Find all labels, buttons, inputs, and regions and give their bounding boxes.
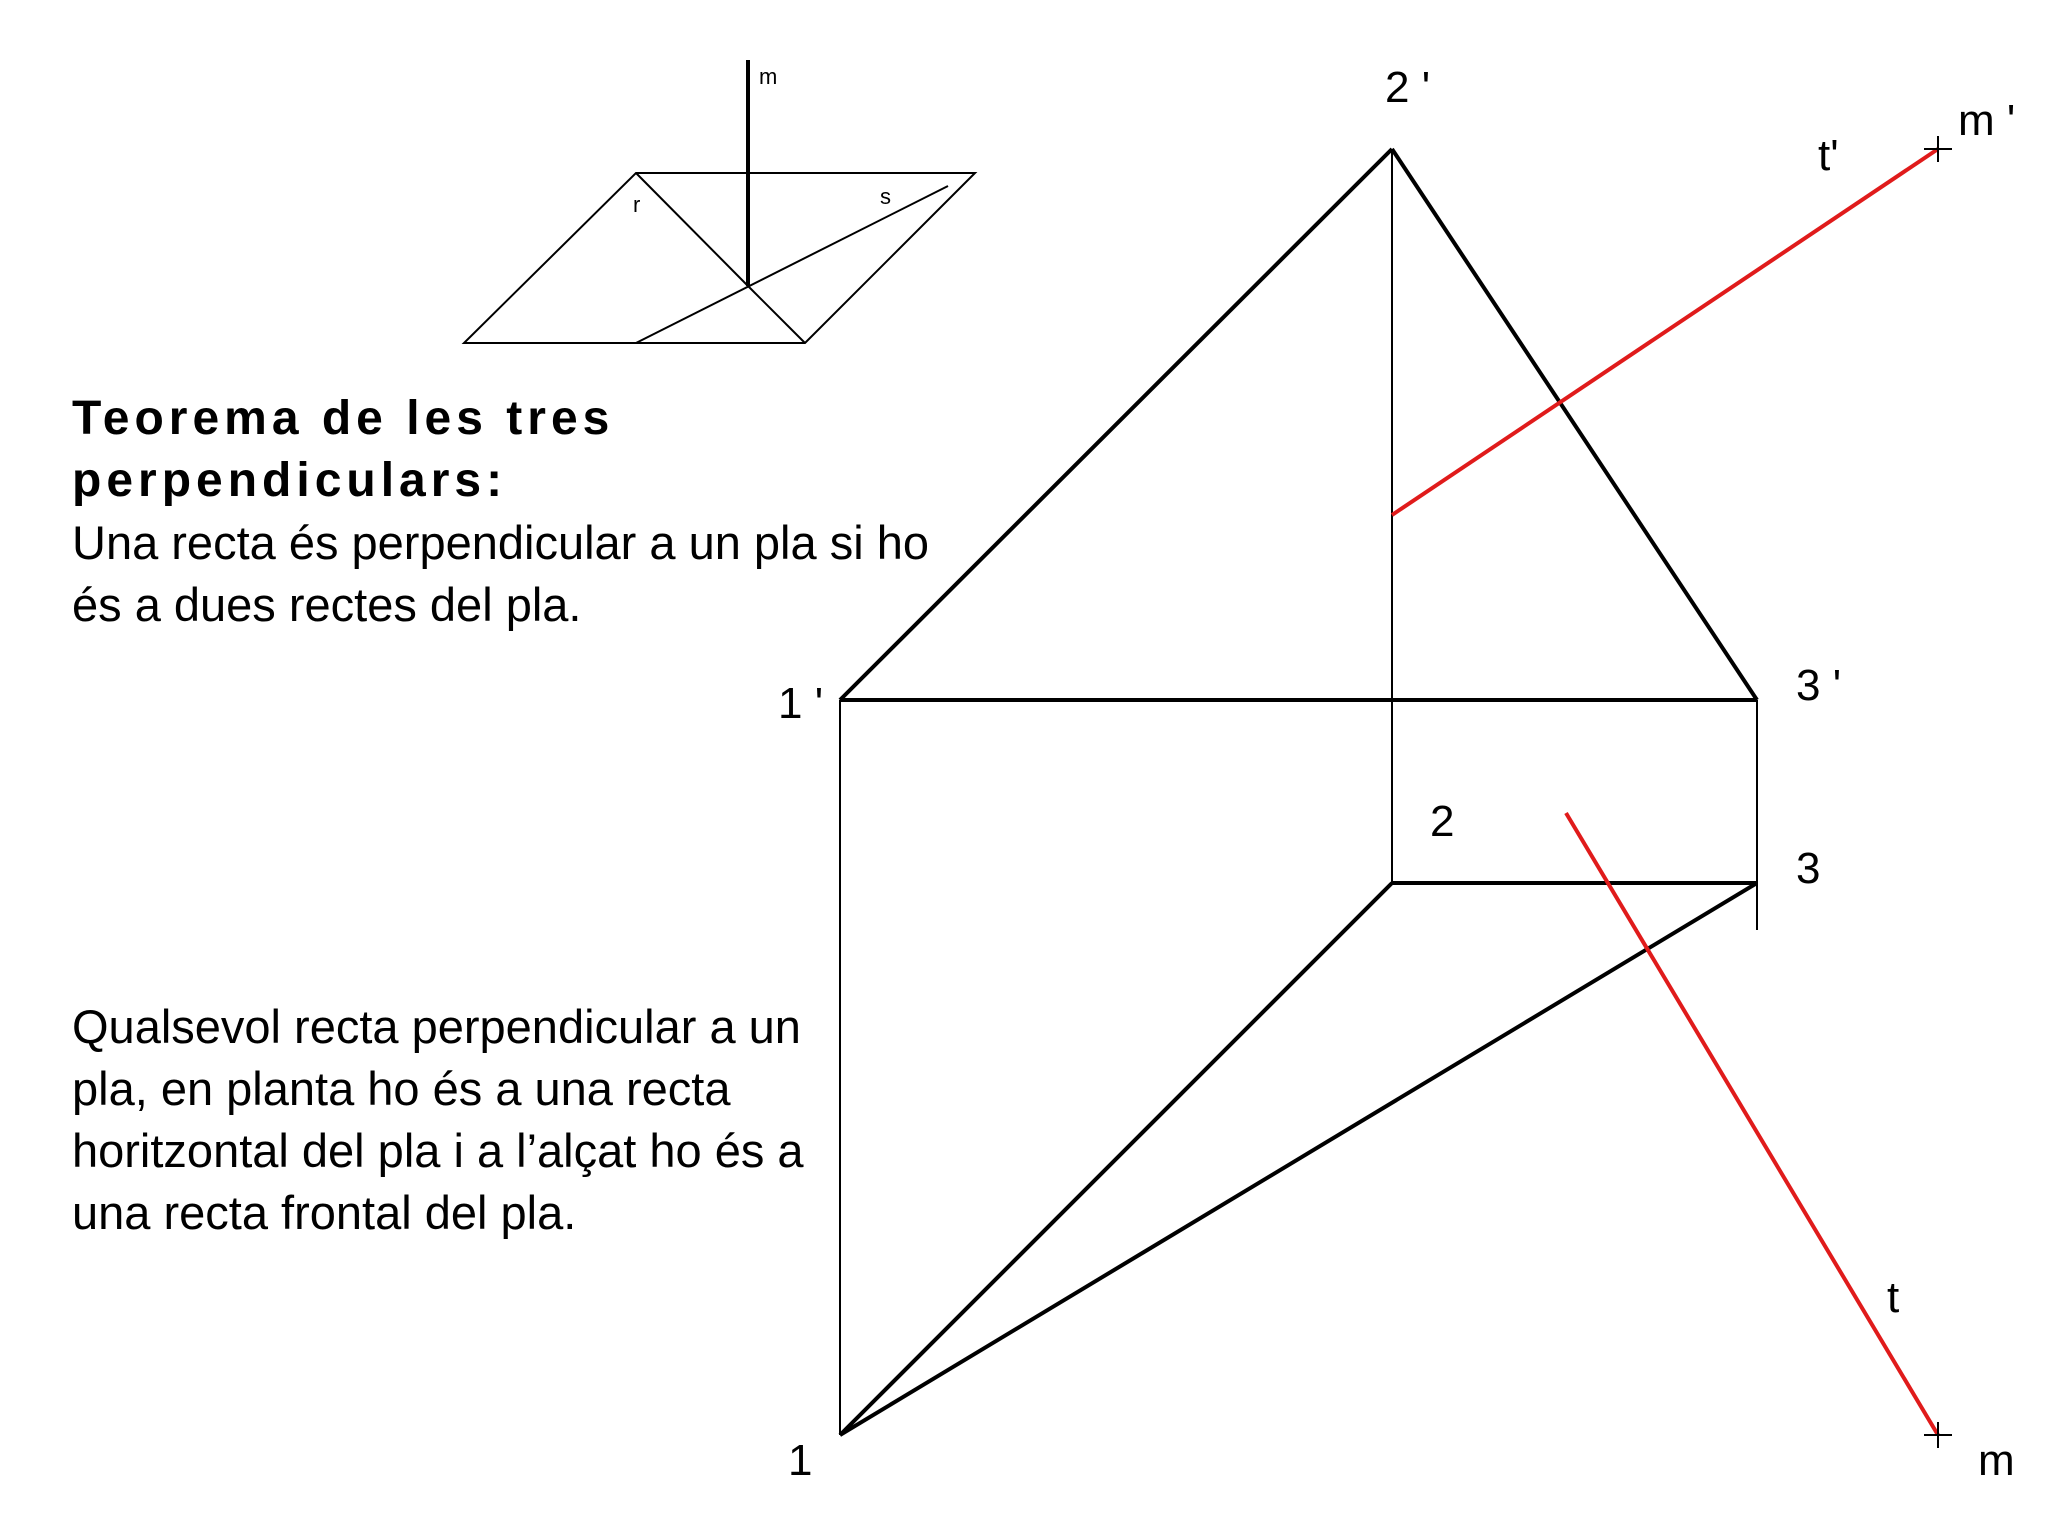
theorem-title: Teorema de les tres perpendiculars: [72, 392, 615, 507]
plan-edge-1-2 [840, 883, 1392, 1435]
label-3: 3 [1796, 844, 1821, 893]
label-1-prime: 1 ' [778, 679, 824, 728]
elevation-edge-2-3 [1392, 149, 1757, 700]
sketch-label-m: m [759, 64, 778, 89]
label-t: t [1887, 1273, 1900, 1322]
plan-view [840, 883, 1757, 1435]
sketch-line-r-b [748, 286, 805, 343]
theorem-statement: Una recta és perpendicular a un pla si ho és a dues rectes del pla. [72, 516, 929, 631]
three-d-sketch [464, 60, 975, 343]
label-m-prime: m ' [1958, 96, 2016, 145]
plan-edge-1-3 [840, 883, 1757, 1435]
projection-note: Qualsevol recta perpendicular a un pla, en planta ho és a una recta horitzontal del pla i a l’alçat ho és a una recta frontal del pla. [72, 1000, 804, 1239]
label-3-prime: 3 ' [1796, 661, 1842, 710]
perpendicular-elevation [1392, 149, 1938, 515]
label-m: m [1978, 1436, 2015, 1485]
label-1: 1 [788, 1436, 813, 1485]
sketch-line-r-a [636, 173, 748, 286]
end-markers [1924, 136, 1952, 1448]
label-2: 2 [1430, 797, 1455, 846]
label-t-prime: t' [1818, 131, 1839, 180]
perpendicular-m [1392, 149, 1938, 1435]
perpendicular-plan [1566, 813, 1938, 1435]
sketch-label-r: r [633, 192, 641, 217]
elevation-view [840, 149, 1757, 700]
sketch-label-s: s [880, 184, 891, 209]
label-2-prime: 2 ' [1385, 63, 1431, 112]
reference-lines [840, 149, 1757, 1435]
sketch-line-s [636, 186, 948, 343]
